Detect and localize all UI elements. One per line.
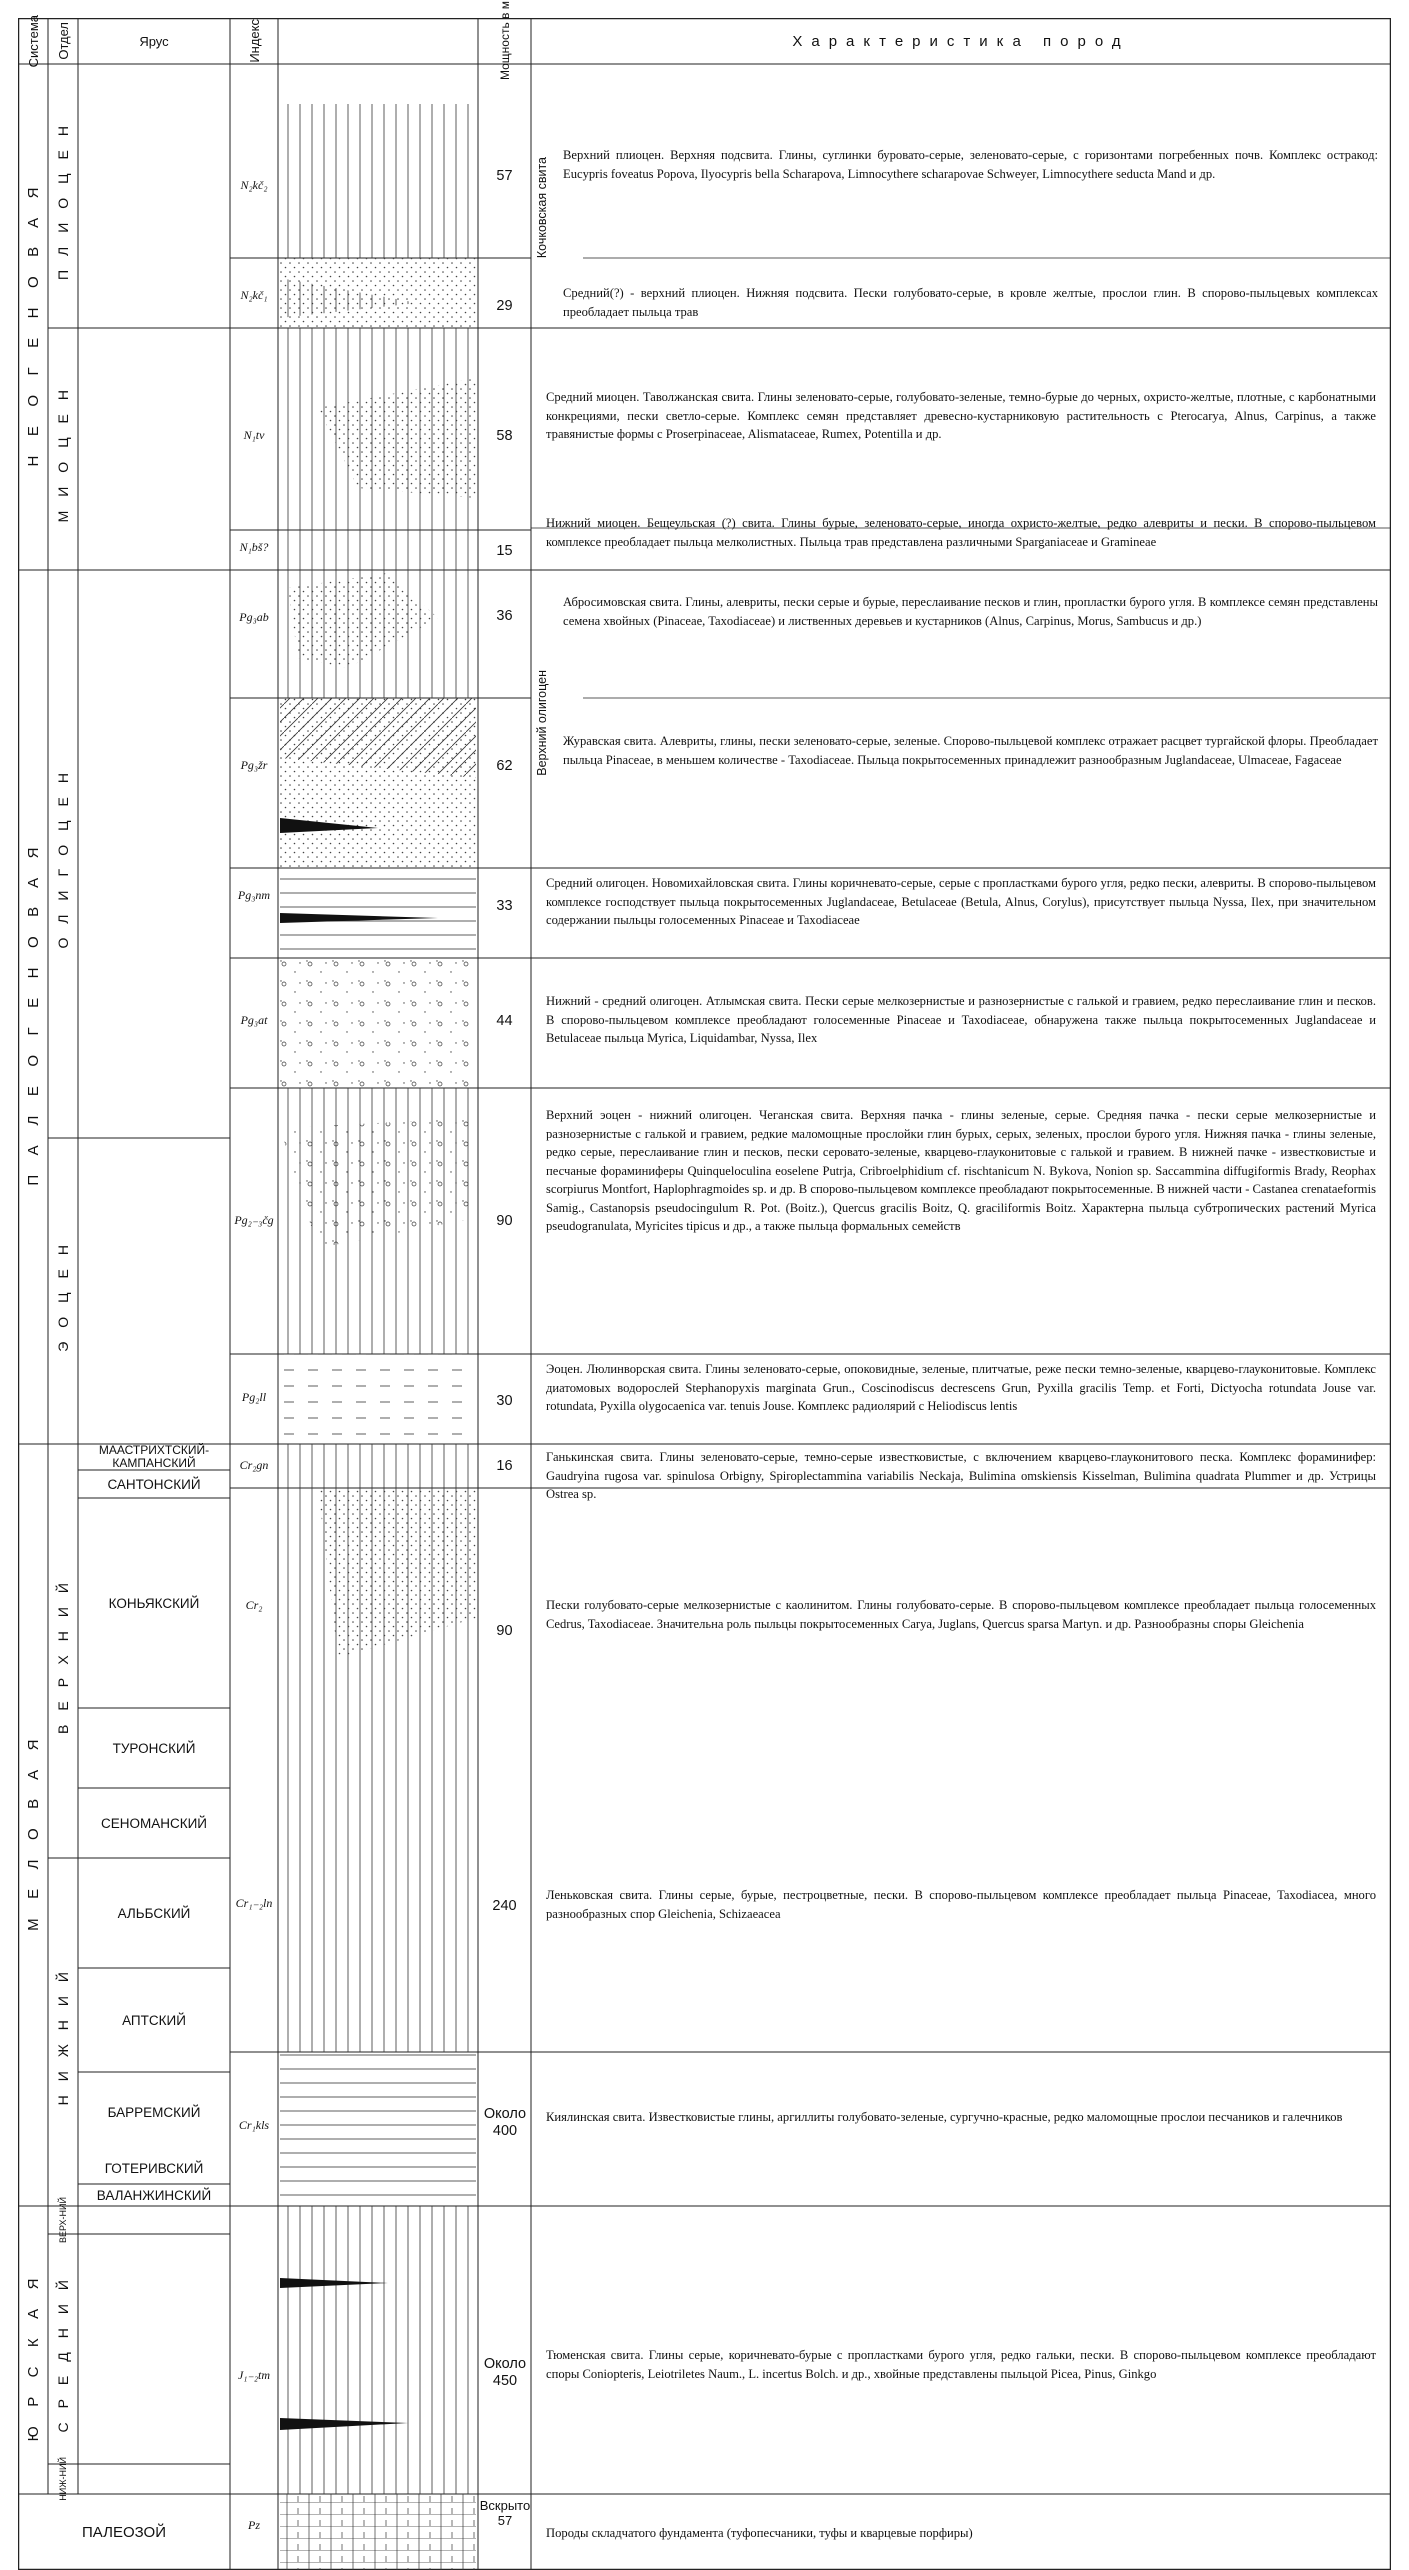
stage-cenomanian: СЕНОМАНСКИЙ xyxy=(100,1815,208,1831)
suite-upper-oligocene-label: Верхний олигоцен xyxy=(535,670,549,776)
unit-index: Cr₁₋₂ln xyxy=(235,1896,273,1910)
suite-upper-oligocene xyxy=(531,578,553,868)
unit-description: Породы складчатого фундамента (туфопесчаники, туфы и кварцевые порфиры) xyxy=(546,2526,973,2540)
unit-thickness: 240 xyxy=(492,1898,517,1914)
stage-albian: АЛЬБСКИЙ xyxy=(117,1905,191,1921)
suite-kochkovskaya xyxy=(531,108,553,308)
series-oligocene xyxy=(48,570,78,1138)
series-pliocene xyxy=(48,64,78,328)
stage-turonian: ТУРОНСКИЙ xyxy=(112,1740,196,1756)
series-pliocene-label: ПЛИОЦЕН xyxy=(55,111,71,280)
unit-description: Средний олигоцен. Новомихайловская свита. Глины коричневато-серые, серые с пропластками бурого угля, редко пески, алевриты. В спорово-пыльцевом комплексе господствует пыльца покрытосеменных Juglandaceae, Betulaceae (Betula, Alnus, Corylus), присутствует пыльца Nyssa, Ilex, при значительном содержании пыльцы голосеменных Pinaceae и Taxodiaceae xyxy=(546,876,1376,927)
unit-description: Тюменская свита. Глины серые, коричневато-бурые с пропластками бурого угля, редко гальки, пески. В спорово-пыльцевом комплексе преобладают споры Coniopteris, Leiotriletes Naum., L. incertus Bolch. и др., хвойные представлены пыльцой Picea, Pinus, Ginkgo xyxy=(546,2348,1376,2381)
unit-description: Абросимовская свита. Глины, алевриты, пески серые и бурые, переслаивание песков и глин, пропластки бурого угля. В комплексе семян представлены семена хвойных (Pinaceae, Taxodiaceae) и лиственных деревьев и кустарников (Alnus, Carpinus, Morus, Sambucus и др.) xyxy=(563,595,1378,628)
series-oligocene-label: ОЛИГОЦЕН xyxy=(55,759,71,949)
system-jurassic xyxy=(18,2206,48,2494)
unit-thickness: 29 xyxy=(496,298,513,314)
unit-description: Эоцен. Люлинворская свита. Глины зеленовато-серые, опоковидные, зеленые, плитчатые, реже пески темно-зеленые, кварцево-глауконитовые. Комплекс диатомовых водорослей Stephanopyxis marginata Grun., Coscinodiscus decrescens Grun, Pyxilla gracilis Temp. et Forti, Dictyocha rotundata Jouse var. rotundata, Pyxilla olygocaenica var. tenuis Jouse. Комплекс радиолярий с Heliodiscus lentis xyxy=(546,1362,1376,1413)
unit-description: Ганькинская свита. Глины зеленовато-серые, темно-серые известковистые, с включением кварцево-глауконитового песка. Комплекс фораминифер: Gaudryina rugosa var. spinulosa Orbigny, Spiroplectammina variabilis Neckaja, Bulimina omskiensis Kisselman, Bulimina quadrata Plummer и др. Устрицы Ostrea sp. xyxy=(546,1450,1376,1501)
unit-index: N₂kč₂ xyxy=(240,178,268,192)
suite-kochkovskaya-label: Кочковская свита xyxy=(535,157,549,259)
system-paleogene-label: ПАЛЕОГЕНОВАЯ xyxy=(24,828,42,1186)
stage-valanginian: ВАЛАНЖИНСКИЙ xyxy=(96,2187,212,2203)
unit-index: N₂kč₁ xyxy=(240,288,268,302)
lithology-patterns xyxy=(280,104,476,2570)
header-system-text: Система xyxy=(25,14,41,68)
series-miocene-label: МИОЦЕН xyxy=(55,375,71,523)
series-upper-jurassic xyxy=(48,2196,78,2244)
unit-thickness: 16 xyxy=(496,1458,513,1474)
unit-thickness: 90 xyxy=(496,1213,513,1229)
series-middle-jurassic-label: СРЕДНИЙ xyxy=(55,2265,71,2433)
unit-index: Pg₃nm xyxy=(237,888,271,902)
system-jurassic-label: ЮРСКАЯ xyxy=(24,2258,42,2442)
system-paleogene xyxy=(18,570,48,1444)
stage-maastrichtian-campanian: МААСТРИХТСКИЙ-КАМПАНСКИЙ xyxy=(98,1443,210,1470)
header-stage: Ярус xyxy=(139,33,169,49)
unit-index: Pz xyxy=(248,2518,260,2532)
series-lower-cretaceous xyxy=(48,1858,78,2206)
unit-index: Pg₂ll xyxy=(241,1390,267,1404)
unit-index: Pg₂₋₃čg xyxy=(234,1213,274,1227)
unit-thickness: 15 xyxy=(496,543,513,559)
unit-thickness: Вскрыто 57 xyxy=(479,2498,531,2528)
header-thickness-text: Мощность в м xyxy=(497,1,512,81)
unit-thickness: 30 xyxy=(496,1393,513,1409)
unit-index: Pg₃at xyxy=(240,1013,268,1027)
header-index-text: Индекс xyxy=(246,19,262,63)
stage-barremian: БАРРЕМСКИЙ xyxy=(107,2104,201,2120)
series-lower-jurassic xyxy=(48,2457,78,2501)
unit-description: Нижний - средний олигоцен. Атлымская свита. Пески серые мелкозернистые и разнозернистые с галькой и гравием, редко переслаивание глин и песков. В спорово-пыльцевом комплексе преобладают голосеменные Pinaceae и Taxodiaceae, обнаружена также пыльца покрытосеменных Juglandaceae и Betulaceae пыльца Myrica, Liquidambar, Nyssa, Ilex xyxy=(546,994,1376,1045)
unit-index: N₁bš? xyxy=(239,540,269,554)
unit-description: Средний(?) - верхний плиоцен. Нижняя подсвита. Пески голубовато-серые, в кровле желтые, прослои глин. В спорово-пыльцевых комплексах преобладает пыльца трав xyxy=(563,286,1378,319)
header-series-text: Отдел xyxy=(55,22,71,60)
series-middle-jurassic xyxy=(48,2234,78,2464)
series-lower-cretaceous-label: НИЖНИЙ xyxy=(55,1958,71,2106)
unit-index: Pg₃ab xyxy=(239,610,269,624)
unit-thickness: 33 xyxy=(496,898,513,914)
paleozoic-label: ПАЛЕОЗОЙ xyxy=(82,2523,166,2541)
unit-description: Киялинская свита. Известковистые глины, аргиллиты голубовато-зеленые, сургучно-красные, редко маломощные прослои песчаников и галечников xyxy=(546,2110,1343,2124)
unit-description: Верхний эоцен - нижний олигоцен. Чеганская свита. Верхняя пачка - глины зеленые, серые. Средняя пачка - пески серые мелкозернистые и разнозернистые с галькой и гравием, редкие маломощные прослойки глин бурых, серых, зеленых, прослои бурого угля. Нижняя пачка - глины зеленые, редко серые, переслаивание глин и песков, пески серовато-зеленые, кварцево-глауконитовые с галькой и гравием. В нижней пачке - известковистые и песчаные фораминиферы Quinqueloculina eoselene Putrja, Cribroelphidium cf. rischtanicum N. Bykova, Nonion sp. Saccammina diffugiformis Brady, Reophax scorpiurus Montfort, Haplophragmoides sp. и др. В спорово-пыльцевом комплексе преобладают покрытосеменные. В нижней части - Castanea crenataeformis Samig., Castanopsis pseudocingulum R. Pot. (Boitz.), Quercus gracilis Boitz, Q. graciliformis Boitz. Характерна пыльца субтропических растений Myrica pseudogranulata, Myricites tipicus и др., а также пыльца формальных семейств xyxy=(546,1108,1376,1233)
stage-hauterivian: ГОТЕРИВСКИЙ xyxy=(104,2160,204,2176)
unit-description: Средний миоцен. Таволжанская свита. Глины зеленовато-серые, голубовато-зеленые, темно-бурые до черных, охристо-желтые, плотные, с карбонатными конкрециями, пески светло-серые. Комплекс семян представляет древесно-кустарниковую растительность с Pterocarya, Alnus, Carpinus, а также травянистые формы с Proserpinaceae, Alismataceae, Rumex, Potentilla и др. xyxy=(546,390,1376,441)
unit-index: J₁₋₂tm xyxy=(237,2368,270,2382)
unit-description: Пески голубовато-серые мелкозернистые с каолинитом. Глины голубовато-серые. В спорово-пыльцевом комплексе преобладает пыльца голосеменных Cedrus, Taxodiaceae. Значительна роль пыльцы покрытосеменных Carya, Juglans, Quercus sparsa Martyn. и др. Разнообразны споры Gleichenia xyxy=(546,1598,1376,1631)
unit-thickness: 62 xyxy=(496,758,513,774)
unit-thickness: Около 400 xyxy=(483,2106,527,2139)
unit-description: Леньковская свита. Глины серые, бурые, пестроцветные, пески. В спорово-пыльцевом комплексе преобладает пыльца Pinaceae, Taxodiacea, много разнообразных спор Gleichenia, Schizaeacea xyxy=(546,1888,1376,1921)
unit-description: Верхний плиоцен. Верхняя подсвита. Глины, суглинки буровато-серые, зеленовато-серые, с горизонтами погребенных почв. Комплекс остракод: Eucypris foveatus Popova, Ilyocypris bella Scharapova, Limnocythere scharapovae Schweyer, Limnocythere seducta Mand и др. xyxy=(563,148,1378,181)
header-characteristic: Характеристика пород xyxy=(792,32,1130,50)
stage-aptian: АПТСКИЙ xyxy=(122,2012,186,2028)
series-upper-cretaceous-label: ВЕРХНИЙ xyxy=(55,1568,71,1734)
header-series xyxy=(48,18,78,64)
unit-thickness: Около 450 xyxy=(483,2356,527,2389)
series-eocene-label: ЭОЦЕН xyxy=(55,1230,71,1352)
series-upper-jurassic-label: ВЕРХ-НИЙ xyxy=(58,2196,68,2244)
unit-thickness: 44 xyxy=(496,1013,513,1029)
unit-thickness: 58 xyxy=(496,428,513,444)
stage-santonian: САНТОНСКИЙ xyxy=(107,1476,201,1492)
stratigraphic-column-sheet xyxy=(18,1,1391,2570)
unit-index: Pg₃žr xyxy=(240,758,268,772)
unit-thickness: 36 xyxy=(496,608,513,624)
system-neogene xyxy=(18,64,48,570)
unit-thickness: 90 xyxy=(496,1623,513,1639)
system-neogene-label: НЕОГЕНОВАЯ xyxy=(24,167,42,467)
unit-index: Cr₂ xyxy=(245,1598,263,1612)
unit-index: Cr₁kls xyxy=(238,2118,270,2132)
series-miocene xyxy=(48,328,78,570)
unit-description: Журавская свита. Алевриты, глины, пески зеленовато-серые, зеленые. Спорово-пыльцевой комплекс отражает расцвет тургайской флоры. Преобладает пыльца Pinaceae, в меньшем количестве - Taxodiaceae. Пыльца покрытосеменных принадлежит разнообразным Juglandaceae, Ulmaceae, Fagaceae xyxy=(563,734,1378,767)
stage-coniacian: КОНЬЯКСКИЙ xyxy=(108,1595,200,1611)
series-upper-cretaceous xyxy=(48,1444,78,1858)
unit-index: N₁tv xyxy=(243,428,265,442)
header-index xyxy=(230,18,278,64)
series-lower-jurassic-label: НИЖ-НИЙ xyxy=(58,2457,68,2501)
header-system xyxy=(18,14,48,68)
unit-thickness: 57 xyxy=(496,168,513,184)
unit-description: Нижний миоцен. Бещеульская (?) свита. Глины бурые, зеленовато-серые, иногда охристо-желтые, редко алевриты и пески. В спорово-пыльцевом комплексе преобладает пыльца мелколистных. Пыльца трав представлена различными Sparganiaceae и Gramineae xyxy=(546,516,1376,549)
system-cretaceous-label: МЕЛОВАЯ xyxy=(24,1719,42,1931)
header-thickness xyxy=(478,1,531,81)
system-cretaceous xyxy=(18,1444,48,2206)
unit-index: Cr₂gn xyxy=(239,1458,269,1472)
series-eocene xyxy=(48,1138,78,1444)
